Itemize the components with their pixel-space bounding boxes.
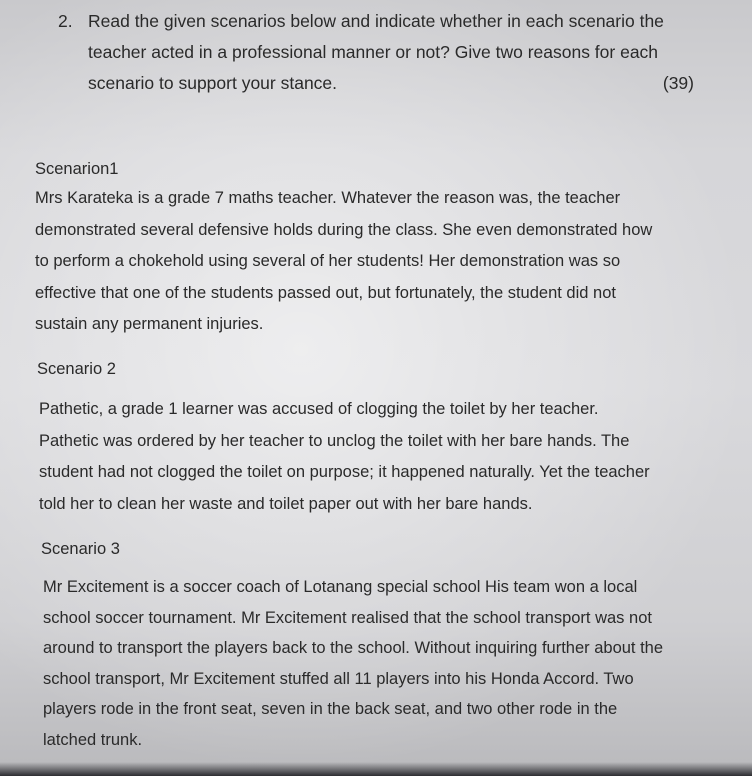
scenario-line: to perform a chokehold using several of her students! Her demonstration was so	[35, 252, 621, 270]
scenario-line: Mrs Karateka is a grade 7 maths teacher. Whatever the reason was, the teacher	[35, 189, 621, 207]
question-line: Read the given scenarios below and indicate whether in each scenario the	[88, 11, 664, 31]
scenario-3-text	[43, 572, 663, 755]
scenario-1-text	[35, 183, 652, 341]
scenario-line: effective that one of the students passed out, but fortunately, the student did not	[35, 283, 616, 302]
scenario-line: Pathetic was ordered by her teacher to unclog the toilet with her bare hands. The	[39, 431, 630, 450]
scenario-line: school soccer tournament. Mr Excitement realised that the school transport was not	[43, 608, 652, 627]
question-line: teacher acted in a professional manner or not? Give two reasons for each	[88, 42, 659, 62]
scenario-line: Pathetic, a grade 1 learner was accused of clogging the toilet by her teacher.	[39, 400, 599, 418]
scenario-line: Mr Excitement is a soccer coach of Lotanang special school His team won a local	[43, 578, 638, 596]
scenario-3-title: Scenario 3	[41, 540, 120, 558]
question-line: scenario to support your stance.	[88, 73, 338, 93]
scenario-line: players rode in the front seat, seven in the back seat, and two other rode in the	[43, 700, 618, 718]
scenario-line: demonstrated several defensive holds during the class. She even demonstrated how	[35, 220, 653, 239]
scenario-line: latched trunk.	[43, 730, 143, 749]
scenario-line: told her to clean her waste and toilet paper out with her bare hands.	[39, 494, 533, 513]
scenario-1-title: Scenarion1	[35, 160, 119, 178]
scenario-2-title: Scenario 2	[37, 360, 116, 378]
scenario-2-text	[39, 394, 650, 520]
question-marks: (39)	[662, 73, 694, 93]
scenario-line: student had not clogged the toilet on purpose; it happened naturally. Yet the teacher	[39, 463, 650, 481]
scenario-line: around to transport the players back to the school. Without inquiring further about the	[43, 639, 664, 657]
scenario-line: sustain any permanent injuries.	[35, 315, 264, 333]
question-number: 2.	[58, 11, 73, 31]
scenario-line: school transport, Mr Excitement stuffed all 11 players into his Honda Accord. Two	[43, 669, 634, 688]
page-edge-shadow	[0, 762, 752, 776]
